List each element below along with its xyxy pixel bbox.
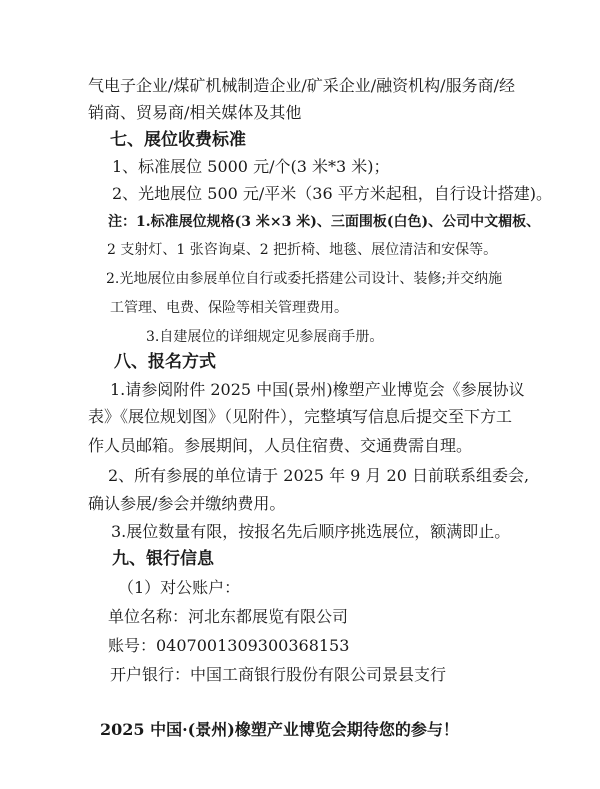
bank-account-number: 账号：0407001309300368153 (108, 636, 350, 655)
note-1-line-2: 2 支射灯、1 张咨询桌、2 把折椅、地毯、展位清洁和安保等。 (107, 242, 498, 258)
section-heading-booth-fees: 七、展位收费标准 (110, 130, 246, 150)
note-2-line-1: 2.光地展位由参展单位自行或委托搭建公司设计、装修;并交纳施 (106, 271, 503, 287)
bank-branch: 开户银行：中国工商银行股份有限公司景县支行 (110, 665, 447, 684)
exhibitor-list-continued: 气电子企业/煤矿机械制造企业/矿采企业/融资机构/服务商/经 (88, 76, 515, 95)
fee-standard-booth: 1、标准展位 5000 元/个(3 米*3 米)； (112, 157, 390, 176)
section-heading-registration: 八、报名方式 (114, 352, 216, 372)
registration-3: 3.展位数量有限，按报名先后顺序挑选展位，额满即止。 (111, 522, 511, 541)
bank-account-type: （1）对公账户： (118, 578, 241, 597)
fee-raw-space: 2、光地展位 500 元/平米（36 平方米起租，自行设计搭建)。 (112, 184, 552, 203)
registration-2-line-1: 2、所有参展的单位请于 2025 年 9 月 20 日前联系组委会, (108, 466, 530, 485)
note-3: 3.自建展位的详细规定见参展商手册。 (146, 329, 384, 345)
bank-company-name: 单位名称：河北东都展览有限公司 (108, 607, 349, 626)
closing-invitation: 2025 中国·(景州)橡塑产业博览会期待您的参与！ (100, 720, 459, 739)
registration-1-line-1: 1.请参阅附件 2025 中国(景州)橡塑产业博览会《参展协议 (110, 380, 525, 399)
section-heading-bank-info: 九、银行信息 (112, 549, 214, 569)
note-1-line-1: 注：1.标准展位规格(3 米×3 米)、三面围板(白色)、公司中文楣板、 (108, 214, 541, 230)
registration-1-line-2: 表》《展位规划图》（见附件），完整填写信息后提交至下方工 (88, 407, 513, 426)
registration-1-line-3: 作人员邮箱。参展期间，人员住宿费、交通费需自理。 (88, 436, 473, 455)
registration-2-line-2: 确认参展/参会并缴纳费用。 (88, 494, 286, 513)
exhibitor-list-end: 销商、贸易商/相关媒体及其他 (88, 103, 302, 122)
note-2-line-2: 工管理、电费、保险等相关管理费用。 (110, 300, 348, 316)
